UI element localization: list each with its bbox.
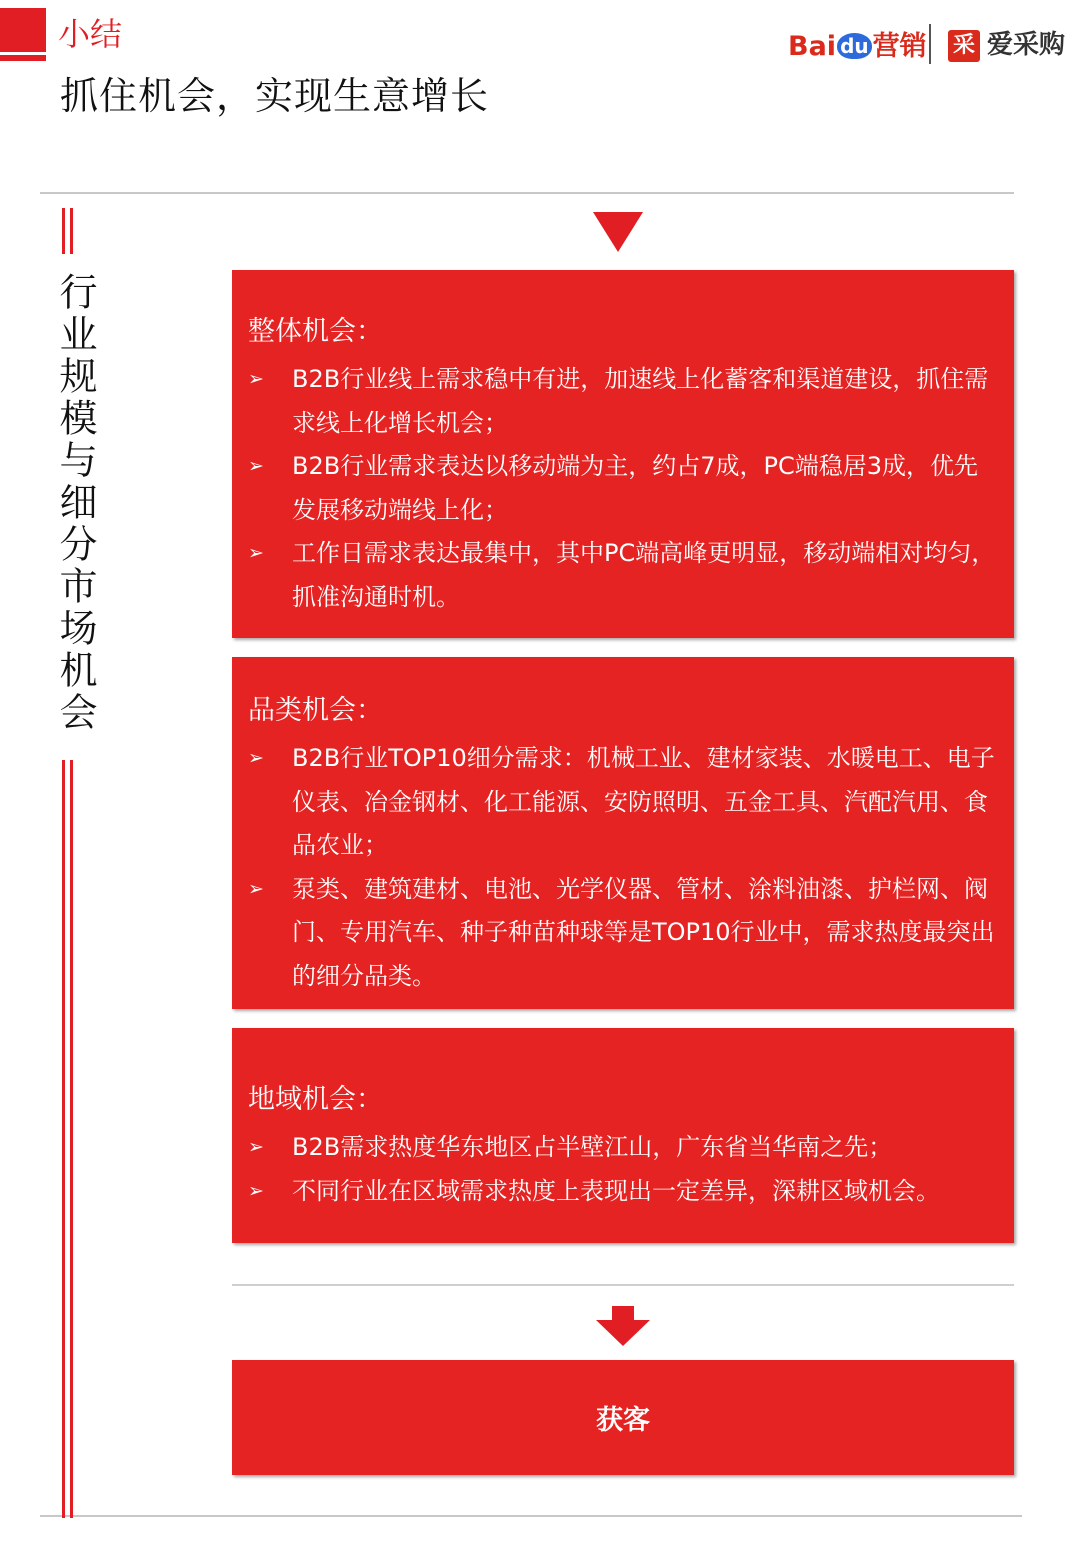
section-marker-line — [0, 55, 46, 61]
arrow-down-icon — [596, 1306, 650, 1346]
arrow-bullet-icon: ➢ — [248, 368, 264, 390]
list-item — [248, 445, 1000, 532]
result-box — [232, 1360, 1014, 1475]
box-heading: 品类机会： — [248, 695, 383, 726]
top-divider — [40, 192, 1014, 194]
opportunity-box-region — [232, 1028, 1014, 1243]
arrow-bullet-icon: ➢ — [248, 1136, 264, 1158]
section-marker-block — [0, 8, 46, 52]
bottom-divider — [40, 1515, 1022, 1517]
bullet-list — [248, 1126, 1000, 1213]
triangle-down-icon — [593, 212, 643, 252]
sidebar-rule — [62, 760, 65, 1518]
logo-divider — [929, 24, 931, 64]
section-label: 小结 — [58, 15, 123, 53]
opportunity-box-overall — [232, 270, 1014, 638]
arrow-bullet-icon: ➢ — [248, 455, 264, 477]
bullet-list — [248, 737, 1000, 998]
middle-divider — [232, 1284, 1014, 1286]
bullet-text: B2B行业线上需求稳中有进，加速线上化蓄客和渠道建设，抓住需求线上化增长机会； — [292, 365, 989, 437]
bullet-text: B2B行业TOP10细分需求：机械工业、建材家装、水暖电工、电子仪表、冶金钢材、化工能源、安防照明、五金工具、汽配汽用、食品农业； — [292, 744, 995, 859]
baidu-paw-icon: du — [837, 33, 872, 59]
aicaigou-logo-text: 爱采购 — [987, 30, 1066, 60]
bullet-text: 泵类、建筑建材、电池、光学仪器、管材、涂料油漆、护栏网、阀门、专用汽车、种子种苗种球等是TOP10行业中，需求热度最突出的细分品类。 — [292, 874, 995, 990]
sidebar-rule — [70, 208, 73, 254]
arrow-bullet-icon: ➢ — [248, 1179, 264, 1202]
list-item — [248, 737, 1000, 868]
box-heading: 地域机会： — [248, 1084, 383, 1115]
arrow-bullet-icon: ➢ — [248, 542, 264, 564]
arrow-bullet-icon: ➢ — [248, 747, 264, 769]
opportunity-box-category — [232, 657, 1014, 1009]
sidebar-vertical-title: 行业规模与细分市场机会 — [53, 272, 97, 734]
baidu-marketing-logo — [788, 30, 927, 64]
list-item — [248, 358, 1000, 445]
sidebar-rule — [62, 208, 65, 254]
page-title: 抓住机会，实现生意增长 — [60, 74, 490, 118]
arrow-bullet-icon: ➢ — [248, 877, 264, 900]
bullet-list — [248, 358, 1000, 619]
bullet-text: 不同行业在区域需求热度上表现出一定差异，深耕区域机会。 — [292, 1176, 940, 1205]
baidu-logo-text-right: 营销 — [872, 31, 927, 62]
list-item — [248, 1126, 1000, 1170]
list-item — [248, 868, 1000, 999]
bullet-text: 工作日需求表达最集中，其中PC端高峰更明显，移动端相对均匀，抓准沟通时机。 — [292, 539, 996, 611]
aicaigou-logo-icon: 采 — [948, 30, 980, 62]
bullet-text: B2B行业需求表达以移动端为主，约占7成，PC端稳居3成，优先发展移动端线上化； — [292, 452, 978, 524]
result-label: 获客 — [596, 1405, 650, 1436]
bullet-text: B2B需求热度华东地区占半壁江山，广东省当华南之先； — [292, 1133, 893, 1161]
list-item — [248, 532, 1000, 619]
list-item — [248, 1170, 1000, 1214]
sidebar-rule — [70, 760, 73, 1518]
box-heading: 整体机会： — [248, 316, 383, 347]
baidu-logo-text-left: Bai — [788, 31, 837, 62]
